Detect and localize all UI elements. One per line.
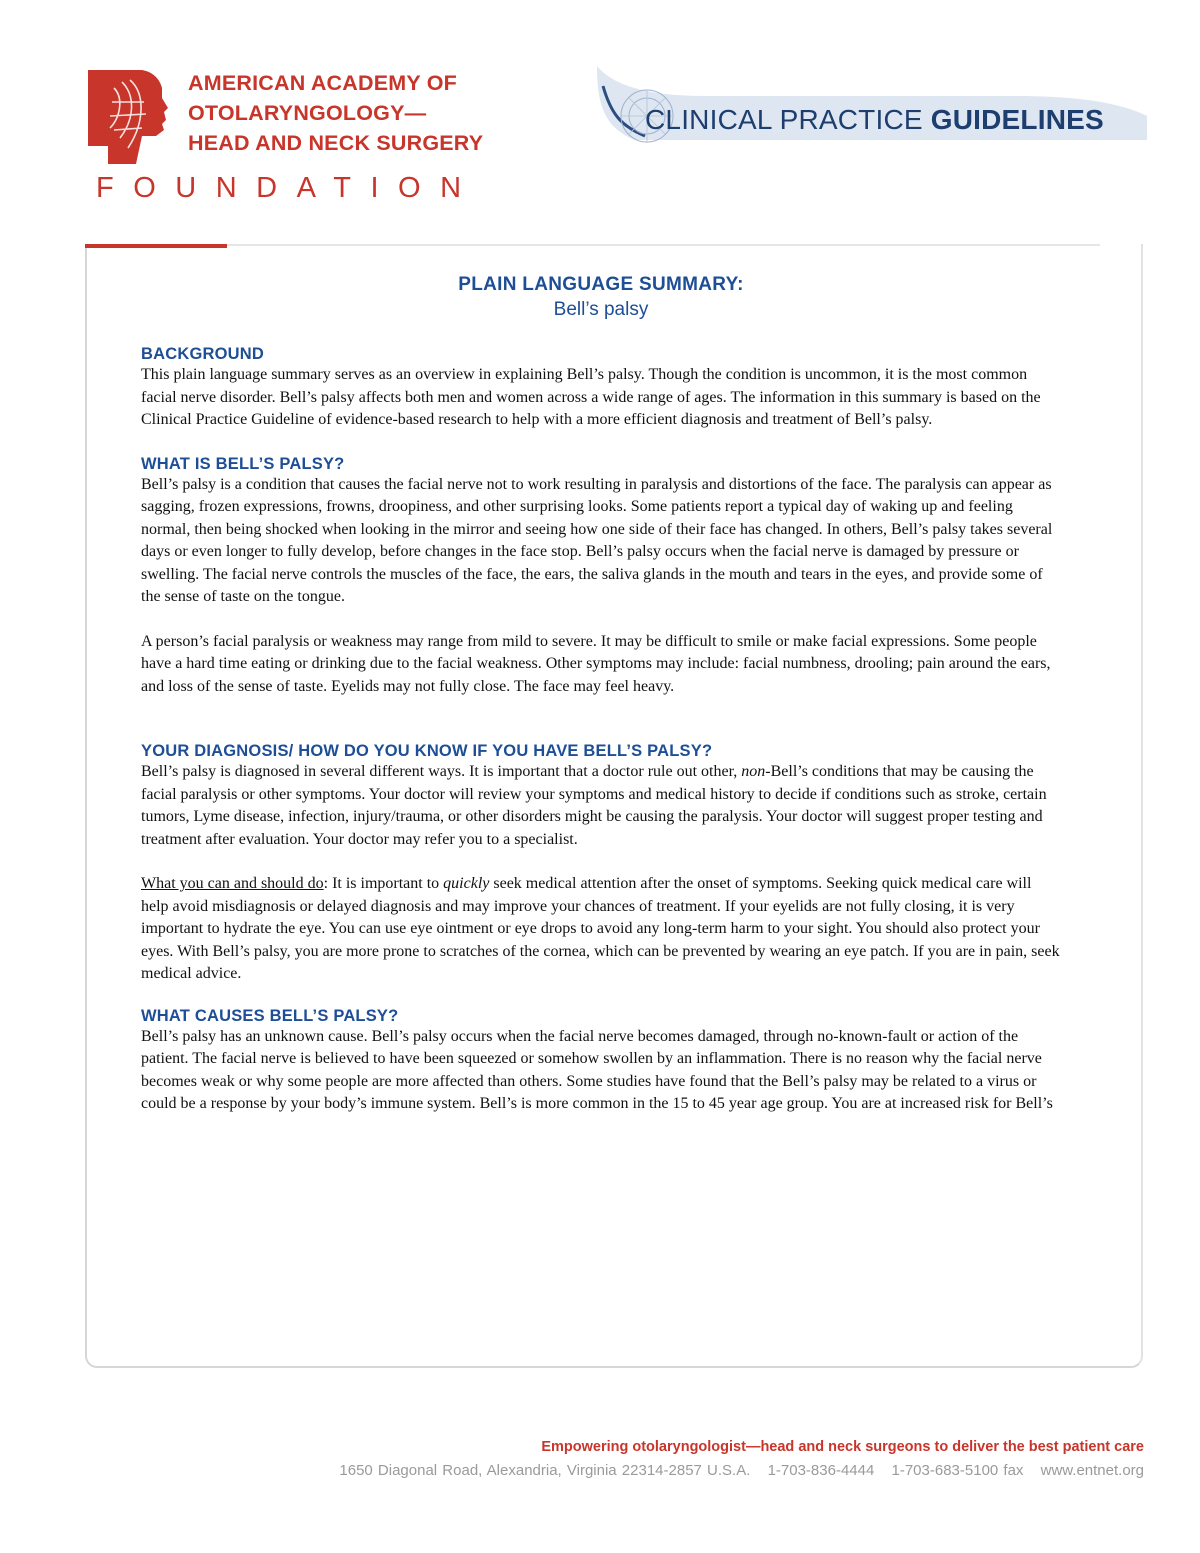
document-body — [141, 270, 1061, 1116]
footer-website-link[interactable]: www.entnet.org — [1040, 1462, 1144, 1479]
section-diagnosis — [141, 742, 1061, 986]
footer-contact — [339, 1462, 1144, 1479]
organization-name — [188, 68, 483, 158]
footer-tagline: Empowering otolaryngologist—head and neck surgeons to deliver the best patient care — [541, 1439, 1144, 1455]
footer-address: 1650 Diagonal Road, Alexandria, Virginia 22314-2857 U.S.A. — [339, 1462, 751, 1479]
footer-fax: 1-703-683-5100 fax — [891, 1462, 1024, 1479]
section-paragraph: Bell’s palsy has an unknown cause. Bell’s palsy occurs when the facial nerve becomes damaged, through no-known-fault or action of the patient. The facial nerve is believed to have been squeezed or somehow swollen by an inflammation. There is no reason why the facial nerve becomes weak or why some people are more affected than others. Some studies have found that the Bell’s palsy may be related to a virus or could be a response by your body’s immune system. Bell’s is more common in the 15 to 45 year age group. You are at increased risk for Bell’s — [141, 1027, 1053, 1112]
frame-top-rule — [85, 244, 1100, 246]
frame-accent-bar — [85, 244, 227, 248]
guidelines-banner — [595, 66, 1150, 146]
page-title: PLAIN LANGUAGE SUMMARY: — [458, 274, 744, 295]
section-heading: BACKGROUND — [141, 345, 264, 363]
section-heading: WHAT IS BELL’S PALSY? — [141, 454, 345, 473]
org-name-line: OTOLARYNGOLOGY— — [188, 101, 427, 125]
section-background — [141, 345, 1061, 432]
section-paragraph: Bell’s palsy is a condition that causes the facial nerve not to work resulting in paralysis and distortions of the face. The paralysis can appear as sagging, frozen expressions, frowns, droopiness, and other surprising looks. Some patients report a typical day of waking up and feeling normal, then being shocked when looking in the mirror and seeing how one side of their face has changed. In others, Bell’s palsy takes several days or even longer to fully develop, before changes in the face stop. Bell’s palsy occurs when the facial nerve is damaged by pressure or swelling. The facial nerve controls the muscles of the face, the ears, the saliva glands in the mouth and tears in the eyes, and provide some of the sense of taste on the tongue. — [141, 475, 1053, 605]
org-name-line: HEAD AND NECK SURGERY — [188, 131, 484, 155]
section-causes — [141, 1007, 1061, 1116]
section-paragraph: This plain language summary serves as an overview in explaining Bell’s palsy. Though the condition is uncommon, it is the most common facial nerve disorder. Bell’s palsy affects both men and women across a wide range of ages. The information in this summary is based on the Clinical Practice Guideline of evidence-based research to help with a more efficient diagnosis and treatment of Bell’s palsy. — [141, 366, 1041, 428]
org-name-line: AMERICAN ACADEMY OF — [188, 71, 457, 95]
section-paragraph: A person’s facial paralysis or weakness may range from mild to severe. It may be difficult to smile or make facial expressions. Some people have a hard time eating or drinking due to the facial weakness. Other symptoms may include: facial numbness, drooling; pain around the ears, and loss of the sense of taste. Eyelids may not fully close. The face may feel heavy. — [141, 632, 1051, 695]
footer-phone: 1-703-836-4444 — [767, 1462, 875, 1479]
page-subtitle: Bell’s palsy — [553, 299, 649, 320]
section-paragraph: Bell’s palsy is diagnosed in several different ways. It is important that a doctor rule out other, non-Bell’s conditions that may be causing the facial paralysis or other symptoms. Your doctor will review your symptoms and medical history to decide if conditions such as stroke, certain tumors, Lyme disease, infection, injury/trauma, or other disorders might be causing the paralysis. Your doctor will suggest proper testing and treatment after evaluation. Your doctor may refer you to a specialist. — [141, 763, 1047, 848]
foundation-wordmark: FOUNDATION — [96, 172, 481, 204]
section-what-is — [141, 455, 1061, 699]
section-heading: WHAT CAUSES BELL’S PALSY? — [141, 1006, 399, 1025]
section-paragraph: What you can and should do: It is important to quickly seek medical attention after the onset of symptoms. Seeking quick medical care will help avoid misdiagnosis or delayed diagnosis and may improve your chances of treatment. If your eyelids are not fully closing, it is very important to hydrate the eye. You can use eye ointment or eye drops to avoid any long-term harm to your sight. You should also protect your eyes. With Bell’s palsy, you are more prone to scratches of the cornea, which can be prevented by wearing an eye patch. If you are in pain, seek medical advice. — [141, 875, 1060, 982]
banner-title: CLINICAL PRACTICE GUIDELINES — [645, 104, 1104, 135]
organization-logo — [84, 68, 484, 208]
section-heading: YOUR DIAGNOSIS/ HOW DO YOU KNOW IF YOU HAVE BELL’S PALSY? — [141, 742, 713, 760]
underlined-label: What you can and should do — [141, 875, 324, 892]
head-profile-icon — [84, 68, 176, 168]
